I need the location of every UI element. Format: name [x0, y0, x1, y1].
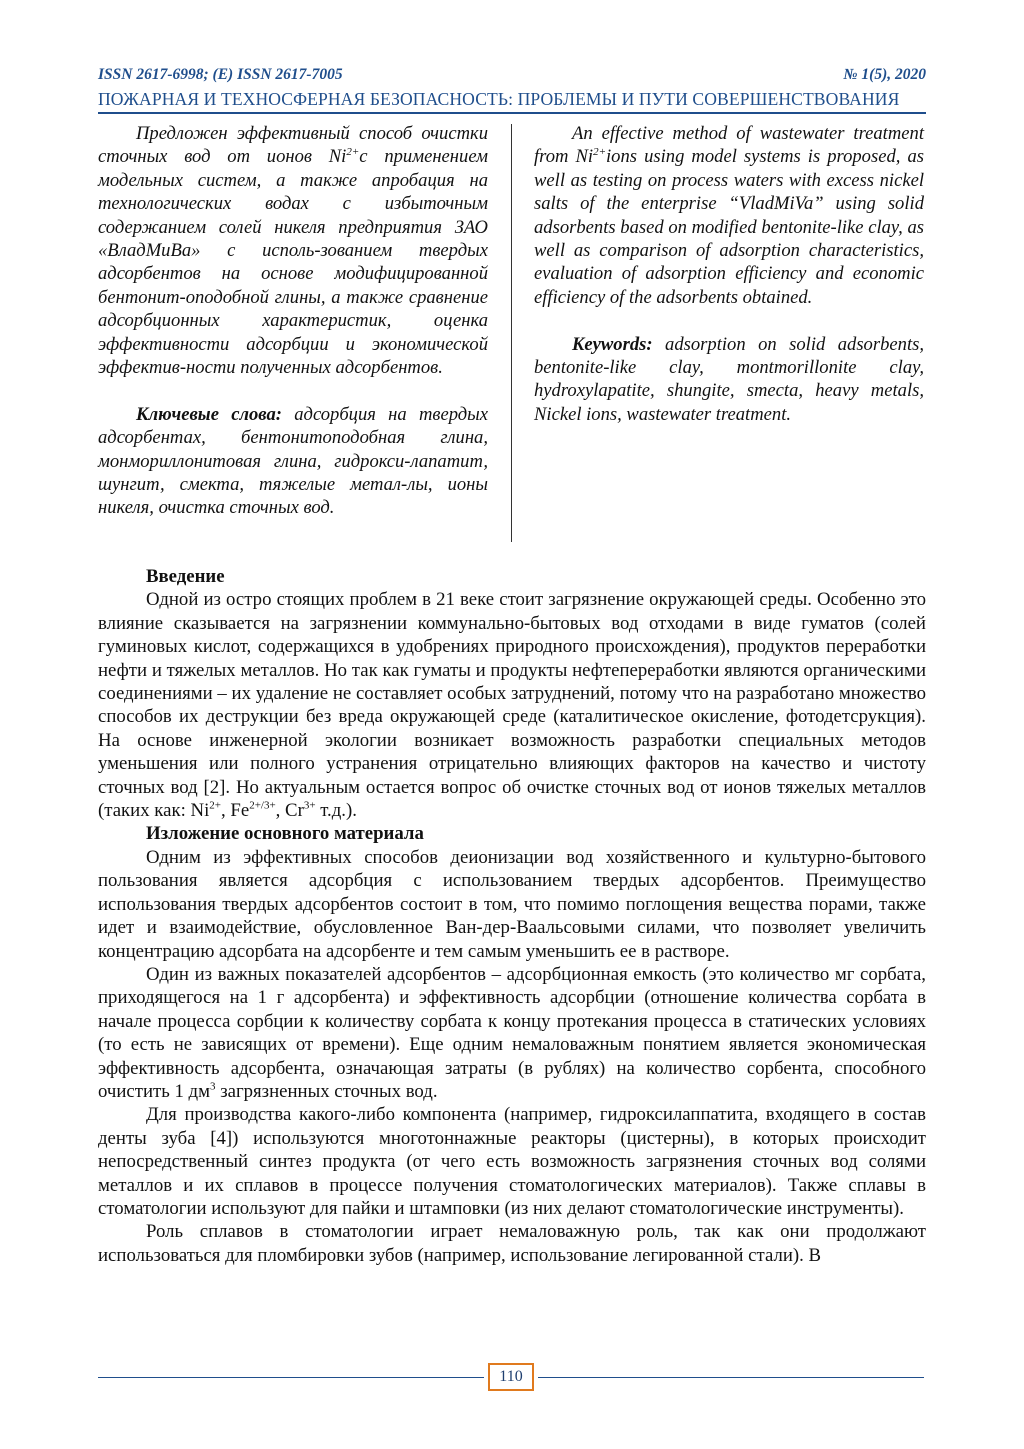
- column-divider: [511, 124, 512, 542]
- section-heading-main: Изложение основного материала: [146, 823, 424, 845]
- paragraph-production: Для производства какого-либо компонента (например, гидроксилаппатита, входящего в состав денты зуба [4]) используются многотоннажные реакторы (цистерны), в которых происходит непосредственный синтез продукта (от чего есть возможность загрязнения сточных вод солями металлов и их сплавов в процессе получения стоматологических материалов). Также сплавы в стоматологии используют для пайки и штамповки (из них делают стоматологические инструменты).: [98, 1104, 926, 1219]
- header-rule: [98, 112, 926, 114]
- keywords-ru: Ключевые слова: адсорбция на твердых адсорбентах, бентонитоподобная глина, монмориллонитовая глина, гидрокси-лапатит, шунгит, смекта, тяжелые метал-лы, ионы никеля, очистка сточных вод.: [98, 403, 488, 519]
- paragraph-intro: Одной из остро стоящих проблем в 21 веке стоит загрязнение окружающей среды. Особенно это влияние сказывается на загрязнении коммунально-бытовых вод отходами в виде гуматов (солей гуминовых кислот, содержащихся в удобрениях природного происхождения), продуктов переработки нефти и тяжелых металлов. Но так как гуматы и продукты нефтепереработки являются органическими соединениями – их удаление не составляет особых затруднений, потому что на разработано множество способов их деструкции без вреда окружающей среде (каталитическое окисление, фотодетсрукция). На основе инженерной экологии возникает возможность разработки специальных методов уменьшения или полного устранения отрицательно влияющих факторов на качество и чистоту сточных вод [2]. Но актуальным остается вопрос об очистке сточных вод от ионов тяжелых металлов (таких как: $Ni^{2+}$, $Fe^{2+/3+}$, $Cr^{3+}$ т.д.).: [98, 589, 926, 822]
- keywords-ru-label: Ключевые слова:: [136, 403, 282, 425]
- abstract-ru-text: Предложен эффективный способ очистки сточных вод от ионов $Ni^{2+}с$ применением модельных систем, а также апробация на технологических водах с избыточным содержанием солей никеля предприятия ЗАО «ВладМиВа» с исполь-зованием твердых адсорбентов на основе модифицированной бентонит-оподобной глины, а также сравнение адсорбционных характеристик, оценка эффективности адсорбции и экономической эффектив-ности полученных адсорбентов.: [98, 123, 488, 379]
- journal-title: ПОЖАРНАЯ И ТЕХНОСФЕРНАЯ БЕЗОПАСНОСТЬ: ПРОБЛЕМЫ И ПУТИ СОВЕРШЕНСТВОВАНИЯ: [98, 89, 900, 109]
- footer-rule-right: [538, 1377, 924, 1378]
- section-heading-intro: Введение: [146, 566, 225, 587]
- keywords-en: Keywords: adsorption on solid adsorbents, bentonite-like clay, montmorillonite clay, hydroxylapatite, shungite, smecta, heavy metals, Nickel ions, wastewater treatment.: [534, 333, 924, 425]
- issn-label: ISSN 2617-6998; (E) ISSN 2617-7005: [98, 66, 343, 83]
- running-header: [98, 66, 926, 86]
- abstract-en-text: An effective method of wastewater treatment from $Ni^{2+}ions$ using model systems is proposed, as well as testing on process waters with excess nickel salts of the enterprise “VladMiVa” using solid adsorbents based on modified bentonite-like clay, as well as comparison of adsorption characteristics, evaluation of adsorption efficiency and economic efficiency of the adsorbents obtained.: [534, 123, 925, 308]
- abstract-en: [534, 122, 924, 426]
- issue-label: № 1(5), 2020: [843, 66, 926, 83]
- page-number: 110: [488, 1363, 534, 1391]
- keywords-en-label: Keywords:: [572, 333, 653, 355]
- article-body: [98, 565, 926, 1267]
- paragraph-capacity: Один из важных показателей адсорбентов – адсорбционная емкость (это количество мг сорбата, приходящегося на 1 г адсорбента) и эффективность адсорбции (отношение количества сорбата в начале процесса сорбции к количеству сорбата к концу протекания процесса в статических условиях (то есть не зависящих от времени). Еще одним немаловажным понятием является экономическая эффективность адсорбента, означающая затраты (в рублях) на количество сорбента, способного очистить 1 $дм^3$ загрязненных сточных вод.: [98, 963, 926, 1102]
- paragraph-adsorption: Одним из эффективных способов деионизации вод хозяйственного и культурно-бытового пользования является адсорбция с использованием твердых адсорбентов. Преимущество использования твердых адсорбентов состоит в том, что помимо поглощения вещества порами, также идет и взаимодействие, обусловленное Ван-дер-Ваальсовыми силами, что позволяет увеличить концентрацию адсорбата на адсорбенте и тем самым уменьшить ее в растворе.: [98, 846, 926, 962]
- footer-rule-left: [98, 1377, 484, 1378]
- abstract-ru: [98, 122, 488, 520]
- paragraph-alloys: Роль сплавов в стоматологии играет немаловажную роль, так как они продолжают использоваться для пломбировки зубов (например, использование легированной стали). В: [98, 1221, 926, 1266]
